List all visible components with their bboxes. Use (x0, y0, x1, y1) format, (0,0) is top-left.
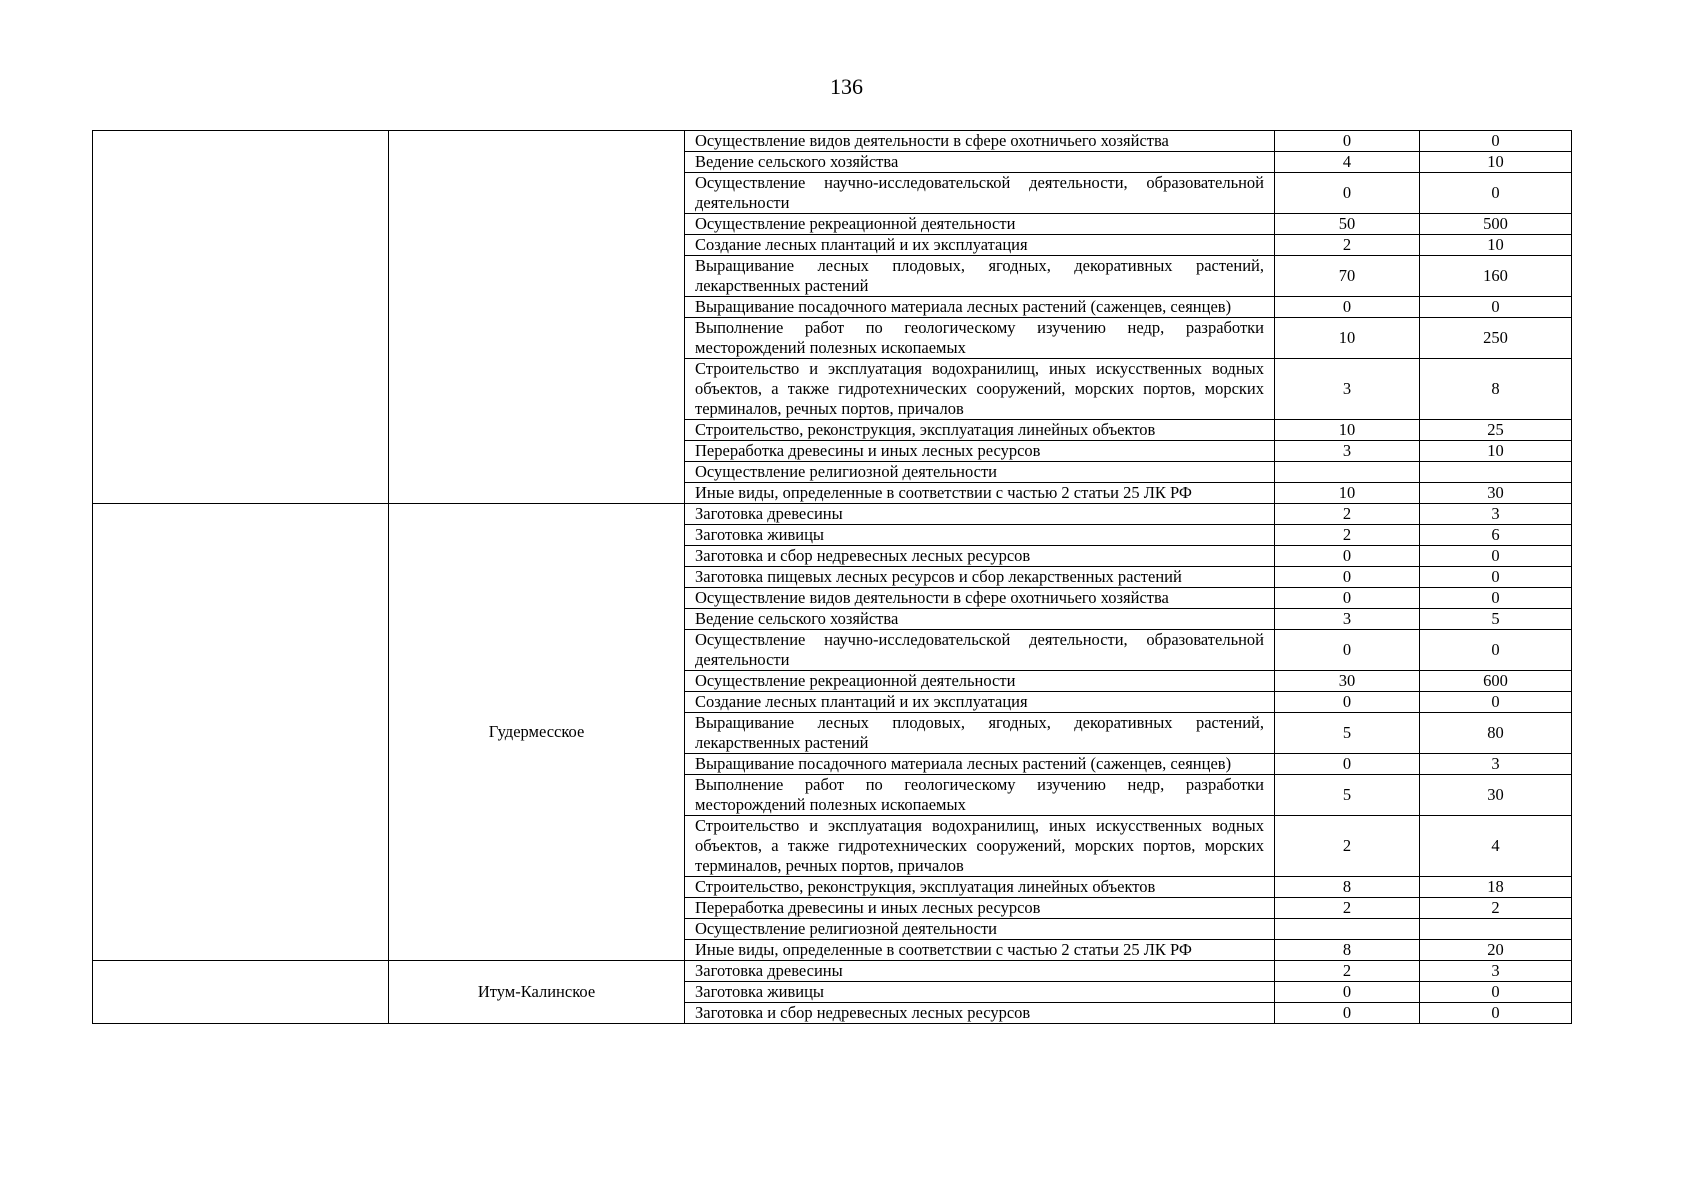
value-cell-1: 10 (1275, 483, 1420, 504)
value-cell-1: 2 (1275, 235, 1420, 256)
forest-use-table (92, 130, 1572, 1024)
value-cell-1: 70 (1275, 256, 1420, 297)
activity-cell: Заготовка живицы (685, 525, 1275, 546)
activity-cell: Осуществление научно-исследовательской деятельности, образовательной деятельности (685, 630, 1275, 671)
activity-cell: Строительство, реконструкция, эксплуатация линейных объектов (685, 420, 1275, 441)
value-cell-2: 600 (1420, 671, 1572, 692)
value-cell-1: 2 (1275, 898, 1420, 919)
value-cell-2: 5 (1420, 609, 1572, 630)
activity-cell: Осуществление религиозной деятельности (685, 919, 1275, 940)
value-cell-2: 3 (1420, 961, 1572, 982)
activity-cell: Иные виды, определенные в соответствии с частью 2 статьи 25 ЛК РФ (685, 483, 1275, 504)
activity-cell: Заготовка и сбор недревесных лесных ресурсов (685, 546, 1275, 567)
value-cell-2: 10 (1420, 441, 1572, 462)
activity-cell: Строительство и эксплуатация водохранилищ, иных искусственных водных объектов, а также гидротехнических сооружений, морских портов, морских терминалов, речных портов, причалов (685, 816, 1275, 877)
value-cell-2: 6 (1420, 525, 1572, 546)
value-cell-2: 0 (1420, 567, 1572, 588)
page-number: 136 (830, 74, 863, 99)
value-cell-2: 160 (1420, 256, 1572, 297)
activity-cell: Заготовка древесины (685, 504, 1275, 525)
activity-cell: Ведение сельского хозяйства (685, 152, 1275, 173)
value-cell-1: 0 (1275, 754, 1420, 775)
activity-cell: Заготовка пищевых лесных ресурсов и сбор лекарственных растений (685, 567, 1275, 588)
activity-cell: Осуществление научно-исследовательской деятельности, образовательной деятельности (685, 173, 1275, 214)
value-cell-1 (1275, 919, 1420, 940)
value-cell-1: 2 (1275, 525, 1420, 546)
value-cell-2: 30 (1420, 483, 1572, 504)
value-cell-2: 3 (1420, 504, 1572, 525)
activity-cell: Заготовка и сбор недревесных лесных ресурсов (685, 1003, 1275, 1024)
value-cell-1: 2 (1275, 504, 1420, 525)
value-cell-2: 0 (1420, 131, 1572, 152)
value-cell-2: 4 (1420, 816, 1572, 877)
value-cell-1: 0 (1275, 1003, 1420, 1024)
activity-cell: Выполнение работ по геологическому изучению недр, разработки месторождений полезных ископаемых (685, 775, 1275, 816)
value-cell-1: 10 (1275, 318, 1420, 359)
value-cell-1: 3 (1275, 609, 1420, 630)
activity-cell: Выращивание посадочного материала лесных растений (саженцев, сеянцев) (685, 297, 1275, 318)
value-cell-1: 2 (1275, 816, 1420, 877)
value-cell-2: 0 (1420, 297, 1572, 318)
district-cell (93, 961, 389, 1024)
activity-cell: Осуществление рекреационной деятельности (685, 214, 1275, 235)
value-cell-2: 0 (1420, 173, 1572, 214)
value-cell-1: 0 (1275, 588, 1420, 609)
value-cell-1: 5 (1275, 713, 1420, 754)
value-cell-1: 8 (1275, 877, 1420, 898)
value-cell-1: 0 (1275, 982, 1420, 1003)
value-cell-1: 4 (1275, 152, 1420, 173)
value-cell-1: 2 (1275, 961, 1420, 982)
value-cell-2: 0 (1420, 1003, 1572, 1024)
value-cell-2: 18 (1420, 877, 1572, 898)
value-cell-2: 3 (1420, 754, 1572, 775)
value-cell-2: 0 (1420, 692, 1572, 713)
table-body (93, 131, 1572, 1024)
value-cell-2 (1420, 462, 1572, 483)
table-row (93, 961, 1572, 982)
value-cell-1: 0 (1275, 297, 1420, 318)
activity-cell: Заготовка живицы (685, 982, 1275, 1003)
value-cell-1: 8 (1275, 940, 1420, 961)
activity-cell: Осуществление видов деятельности в сфере охотничьего хозяйства (685, 131, 1275, 152)
value-cell-2: 250 (1420, 318, 1572, 359)
activity-cell: Иные виды, определенные в соответствии с частью 2 статьи 25 ЛК РФ (685, 940, 1275, 961)
value-cell-1 (1275, 462, 1420, 483)
value-cell-1: 3 (1275, 359, 1420, 420)
district-cell (93, 504, 389, 961)
activity-cell: Ведение сельского хозяйства (685, 609, 1275, 630)
activity-cell: Строительство, реконструкция, эксплуатация линейных объектов (685, 877, 1275, 898)
value-cell-2: 0 (1420, 588, 1572, 609)
activity-cell: Выращивание лесных плодовых, ягодных, декоративных растений, лекарственных растений (685, 256, 1275, 297)
activity-cell: Выращивание лесных плодовых, ягодных, декоративных растений, лекарственных растений (685, 713, 1275, 754)
activity-cell: Заготовка древесины (685, 961, 1275, 982)
activity-cell: Создание лесных плантаций и их эксплуатация (685, 692, 1275, 713)
activity-cell: Осуществление рекреационной деятельности (685, 671, 1275, 692)
value-cell-2: 10 (1420, 152, 1572, 173)
value-cell-2: 10 (1420, 235, 1572, 256)
table-row (93, 504, 1572, 525)
activity-cell: Выполнение работ по геологическому изучению недр, разработки месторождений полезных ископаемых (685, 318, 1275, 359)
value-cell-1: 50 (1275, 214, 1420, 235)
value-cell-2: 25 (1420, 420, 1572, 441)
value-cell-1: 3 (1275, 441, 1420, 462)
value-cell-2: 2 (1420, 898, 1572, 919)
value-cell-2: 80 (1420, 713, 1572, 754)
value-cell-1: 0 (1275, 630, 1420, 671)
forestry-name-cell (389, 131, 685, 504)
value-cell-1: 10 (1275, 420, 1420, 441)
value-cell-2: 0 (1420, 630, 1572, 671)
activity-cell: Строительство и эксплуатация водохранилищ, иных искусственных водных объектов, а также гидротехнических сооружений, морских портов, морских терминалов, речных портов, причалов (685, 359, 1275, 420)
forestry-name-cell: Итум-Калинское (389, 961, 685, 1024)
activity-cell: Переработка древесины и иных лесных ресурсов (685, 898, 1275, 919)
activity-cell: Осуществление видов деятельности в сфере охотничьего хозяйства (685, 588, 1275, 609)
value-cell-2: 500 (1420, 214, 1572, 235)
activity-cell: Создание лесных плантаций и их эксплуатация (685, 235, 1275, 256)
district-cell (93, 131, 389, 504)
value-cell-2: 8 (1420, 359, 1572, 420)
value-cell-1: 5 (1275, 775, 1420, 816)
value-cell-2: 20 (1420, 940, 1572, 961)
value-cell-1: 0 (1275, 692, 1420, 713)
activity-cell: Осуществление религиозной деятельности (685, 462, 1275, 483)
value-cell-2: 0 (1420, 546, 1572, 567)
activity-cell: Переработка древесины и иных лесных ресурсов (685, 441, 1275, 462)
value-cell-1: 0 (1275, 173, 1420, 214)
value-cell-2 (1420, 919, 1572, 940)
forestry-name-cell: Гудермесское (389, 504, 685, 961)
value-cell-1: 30 (1275, 671, 1420, 692)
value-cell-1: 0 (1275, 546, 1420, 567)
value-cell-2: 30 (1420, 775, 1572, 816)
value-cell-1: 0 (1275, 567, 1420, 588)
value-cell-1: 0 (1275, 131, 1420, 152)
value-cell-2: 0 (1420, 982, 1572, 1003)
table-row (93, 131, 1572, 152)
activity-cell: Выращивание посадочного материала лесных растений (саженцев, сеянцев) (685, 754, 1275, 775)
